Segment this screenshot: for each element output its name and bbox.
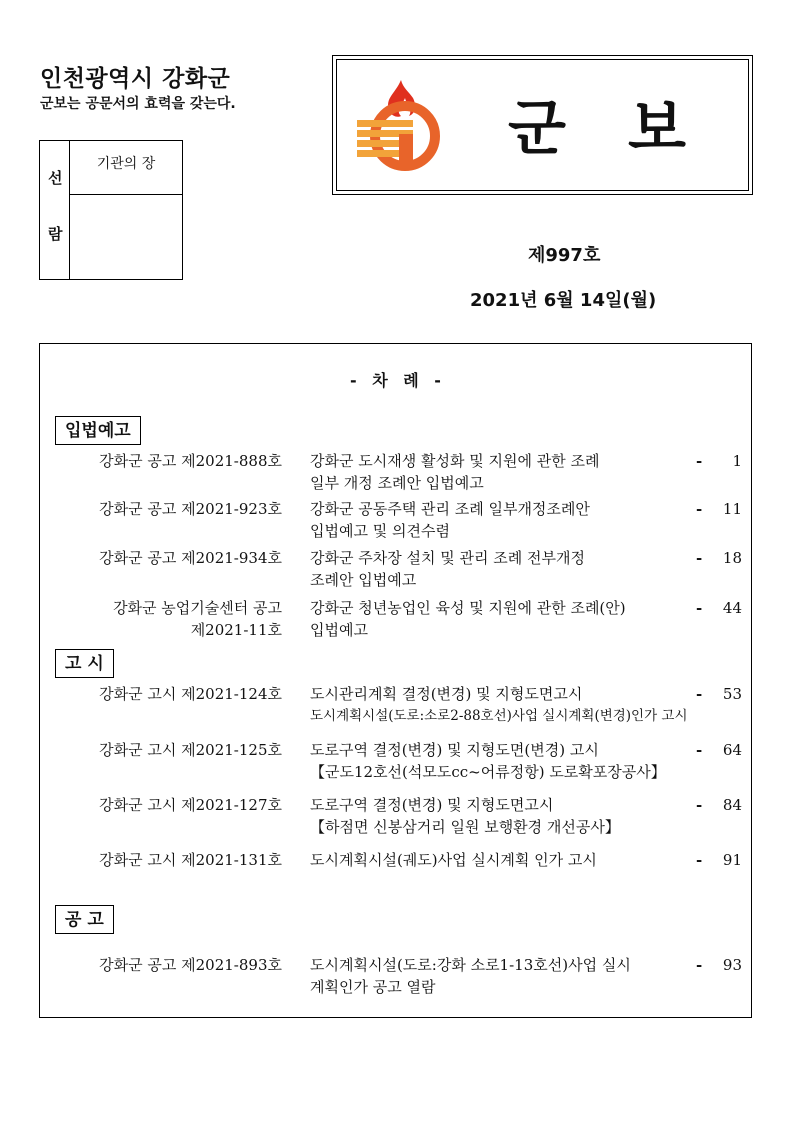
entry-ref: 강화군 고시 제2021-125호 [99,741,282,759]
leader-dash: - [696,685,703,703]
masthead-title: 군보 [508,94,748,164]
entry-title-cont: 일부 개정 조례안 입법예고 [310,474,484,492]
section-header-public-notice: 고 시 [55,649,114,678]
entry-page: 1 [732,452,742,470]
entry-title-cont: 【군도12호선(석모도cc~어류정항) 도로확포장공사】 [310,763,666,781]
leader-dash: - [696,599,703,617]
issue-number: 제997호 [528,245,601,266]
entry-page: 44 [722,599,742,617]
entry-ref: 강화군 공고 제2021-893호 [99,956,282,974]
entry-ref: 강화군 고시 제2021-131호 [99,851,282,869]
entry-title-cont: 입법예고 및 의견수렴 [310,522,450,540]
gunbo-emblem-icon [355,76,447,172]
entry-title-cont: 도시계획시설(도로:소로2-88호선)사업 실시계획(변경)인가 고시 [310,708,688,724]
section-header-announcement: 공 고 [55,905,114,934]
entry-ref: 강화군 공고 제2021-934호 [99,549,282,567]
entry-page: 53 [722,685,742,703]
entry-title-cont: 계획인가 공고 열람 [310,978,436,996]
entry-page: 11 [722,500,742,518]
approval-head-label: 기관의 장 [70,141,182,195]
leader-dash: - [696,851,703,869]
entry-title: 도시관리계획 결정(변경) 및 지형도면고시 [310,685,583,703]
entry-title: 도시계획시설(도로:강화 소로1-13호선)사업 실시 [310,956,631,974]
table-of-contents [39,343,752,1018]
leader-dash: - [696,452,703,470]
approval-side-char-2: 람 [48,225,63,243]
entry-ref: 강화군 고시 제2021-127호 [99,796,282,814]
entry-title: 도로구역 결정(변경) 및 지형도면(변경) 고시 [310,741,599,759]
entry-title: 강화군 공동주택 관리 조례 일부개정조례안 [310,500,590,518]
approval-box [39,140,183,280]
entry-page: 84 [722,796,742,814]
entry-ref: 강화군 농업기술센터 공고 제2021-11호 [113,599,282,639]
entry-title: 도로구역 결정(변경) 및 지형도면고시 [310,796,554,814]
entry-ref: 강화군 공고 제2021-888호 [99,452,282,470]
entry-title-cont: 【하점면 신봉삼거리 일원 보행환경 개선공사】 [310,818,620,836]
leader-dash: - [696,956,703,974]
entry-page: 64 [722,741,742,759]
toc-title: - 차 례 - [350,371,441,390]
leader-dash: - [696,741,703,759]
approval-side-label [40,141,70,279]
entry-title: 강화군 도시재생 활성화 및 지원에 관한 조례 [310,452,600,470]
entry-ref: 강화군 고시 제2021-124호 [99,685,282,703]
entry-page: 18 [722,549,742,567]
section-header-legislative-notice: 입법예고 [55,416,141,445]
entry-title-cont: 입법예고 [310,621,368,639]
approval-side-char-1: 선 [48,169,63,187]
issue-date: 2021년 6월 14일(월) [470,290,657,311]
masthead [332,55,753,195]
entry-page: 91 [722,851,742,869]
leader-dash: - [696,796,703,814]
entry-page: 93 [722,956,742,974]
entry-ref: 강화군 공고 제2021-923호 [99,500,282,518]
entry-title: 도시계획시설(궤도)사업 실시계획 인가 고시 [310,851,597,869]
organization-name: 인천광역시 강화군 [40,66,231,92]
entry-title: 강화군 청년농업인 육성 및 지원에 관한 조례(안) [310,599,626,617]
entry-title-cont: 조례안 입법예고 [310,571,417,589]
entry-title: 강화군 주차장 설치 및 관리 조례 전부개정 [310,549,585,567]
leader-dash: - [696,549,703,567]
leader-dash: - [696,500,703,518]
bulletin-notice: 군보는 공문서의 효력을 갖는다. [40,96,236,112]
